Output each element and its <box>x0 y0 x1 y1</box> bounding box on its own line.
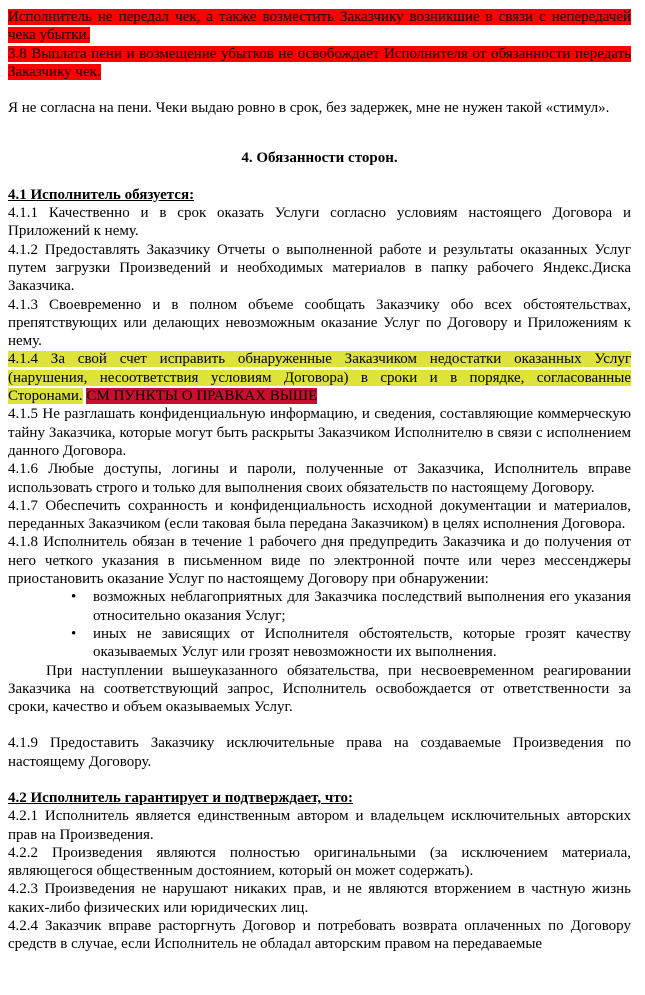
item-4-1-3: 4.1.3 Своевременно и в полном объеме сообщать Заказчику обо всех обстоятельствах, препятствующих или делающих невозможным оказание Услуг по Договору и Приложениям к нему. <box>8 296 631 350</box>
subsection-4-1-heading: 4.1 Исполнитель обязуется: <box>8 186 195 203</box>
paragraph-3-7-tail: Исполнитель не передал чек, а также возместить Заказчику возникшие в связи с непередачей чека убытки. <box>8 9 631 44</box>
item-4-2-2: 4.2.2 Произведения являются полностью оригинальными (за исключением материала, являющегося общественным достоянием, который он может содержать). <box>8 844 631 880</box>
item-4-1-6: 4.1.6 Любые доступы, логины и пароли, полученные от Заказчика, Исполнитель вправе использовать строго и только для выполнения своих обязательств по настоящему Договору. <box>8 461 631 496</box>
item-4-1-9: 4.1.9 Предоставить Заказчику исключительные права на создаваемые Произведения по настоящему Договору. <box>8 735 631 770</box>
bullet-list <box>8 588 631 661</box>
bullet-item: • иных не зависящих от Исполнителя обстоятельств, которые грозят качеству оказываемых Услуг или грозят невозможности их выполнения. <box>93 625 631 662</box>
item-4-1-8: 4.1.8 Исполнитель обязан в течение 1 рабочего дня предупредить Заказчика и до получения от него четкого указания в письменном виде по электронной почте или через мессенджеры приостановить оказание Услуг по настоящему Договору при обнаружении: <box>8 534 631 588</box>
subsection-4-2-heading: 4.2 Исполнитель гарантирует и подтверждает, что: <box>8 789 354 806</box>
item-4-1-4: 4.1.4 За свой счет исправить обнаруженные Заказчиком недостатки оказанных Услуг (нарушения, несоответствия условиям Договора) в сроки и в порядке, согласованные Сторонами. СМ ПУНКТЫ О ПРАВКАХ ВЫШЕ <box>8 351 631 405</box>
item-4-1-7: 4.1.7 Обеспечить сохранность и конфиденциальность исходной документации и материалов, переданных Заказчиком (если таковая была передана Заказчиком) в целях исполнения Договора. <box>8 497 631 533</box>
comment-paragraph: Я не согласна на пени. Чеки выдаю ровно в срок, без задержек, мне не нужен такой «стимул». <box>8 100 610 117</box>
item-4-2-1: 4.2.1 Исполнитель является единственным автором и владельцем исключительных авторских прав на Произведения. <box>8 808 631 843</box>
section-title: 4. Обязанности сторон. <box>241 150 398 167</box>
item-4-2-3: 4.2.3 Произведения не нарушают никаких прав, и не являются вторжением в частную жизнь каких-либо физических или юридических лиц. <box>8 881 631 916</box>
item-4-1-1: 4.1.1 Качественно и в срок оказать Услуги согласно условиям настоящего Договора и Приложений к нему. <box>8 205 631 240</box>
review-note: СМ ПУНКТЫ О ПРАВКАХ ВЫШЕ <box>86 388 318 405</box>
item-4-1-5: 4.1.5 Не разглашать конфиденциальную информацию, и сведения, составляющие коммерческую тайну Заказчика, которые могут быть раскрыты Заказчиком Исполнителю в связи с исполнением данного Договора. <box>8 406 631 459</box>
item-4-2-4: 4.2.4 Заказчик вправе расторгнуть Договор и потребовать возврата оплаченных по Договору средств в случае, если Исполнитель не обладал авторским правом на передаваемые <box>8 918 631 953</box>
after-bullets-paragraph: При наступлении вышеуказанного обязательства, при несвоевременном реагировании Заказчика на соответствующий запрос, Исполнитель освобождается от ответственности за сроки, качество и объем оказываемых Услуг. <box>8 662 631 716</box>
item-4-1-2: 4.1.2 Предоставлять Заказчику Отчеты о выполненной работе и результаты оказанных Услуг путем загрузки Произведений и необходимых материалов в папку рабочего Яндекс.Диска Заказчика. <box>8 241 631 295</box>
paragraph-3-8: 3.8 Выплата пени и возмещение убытков не освобождает Исполнителя от обязанности передать Заказчику чек. <box>8 45 631 80</box>
bullet-item: • возможных неблагоприятных для Заказчика последствий выполнения его указания относительно оказания Услуг; <box>93 588 631 625</box>
